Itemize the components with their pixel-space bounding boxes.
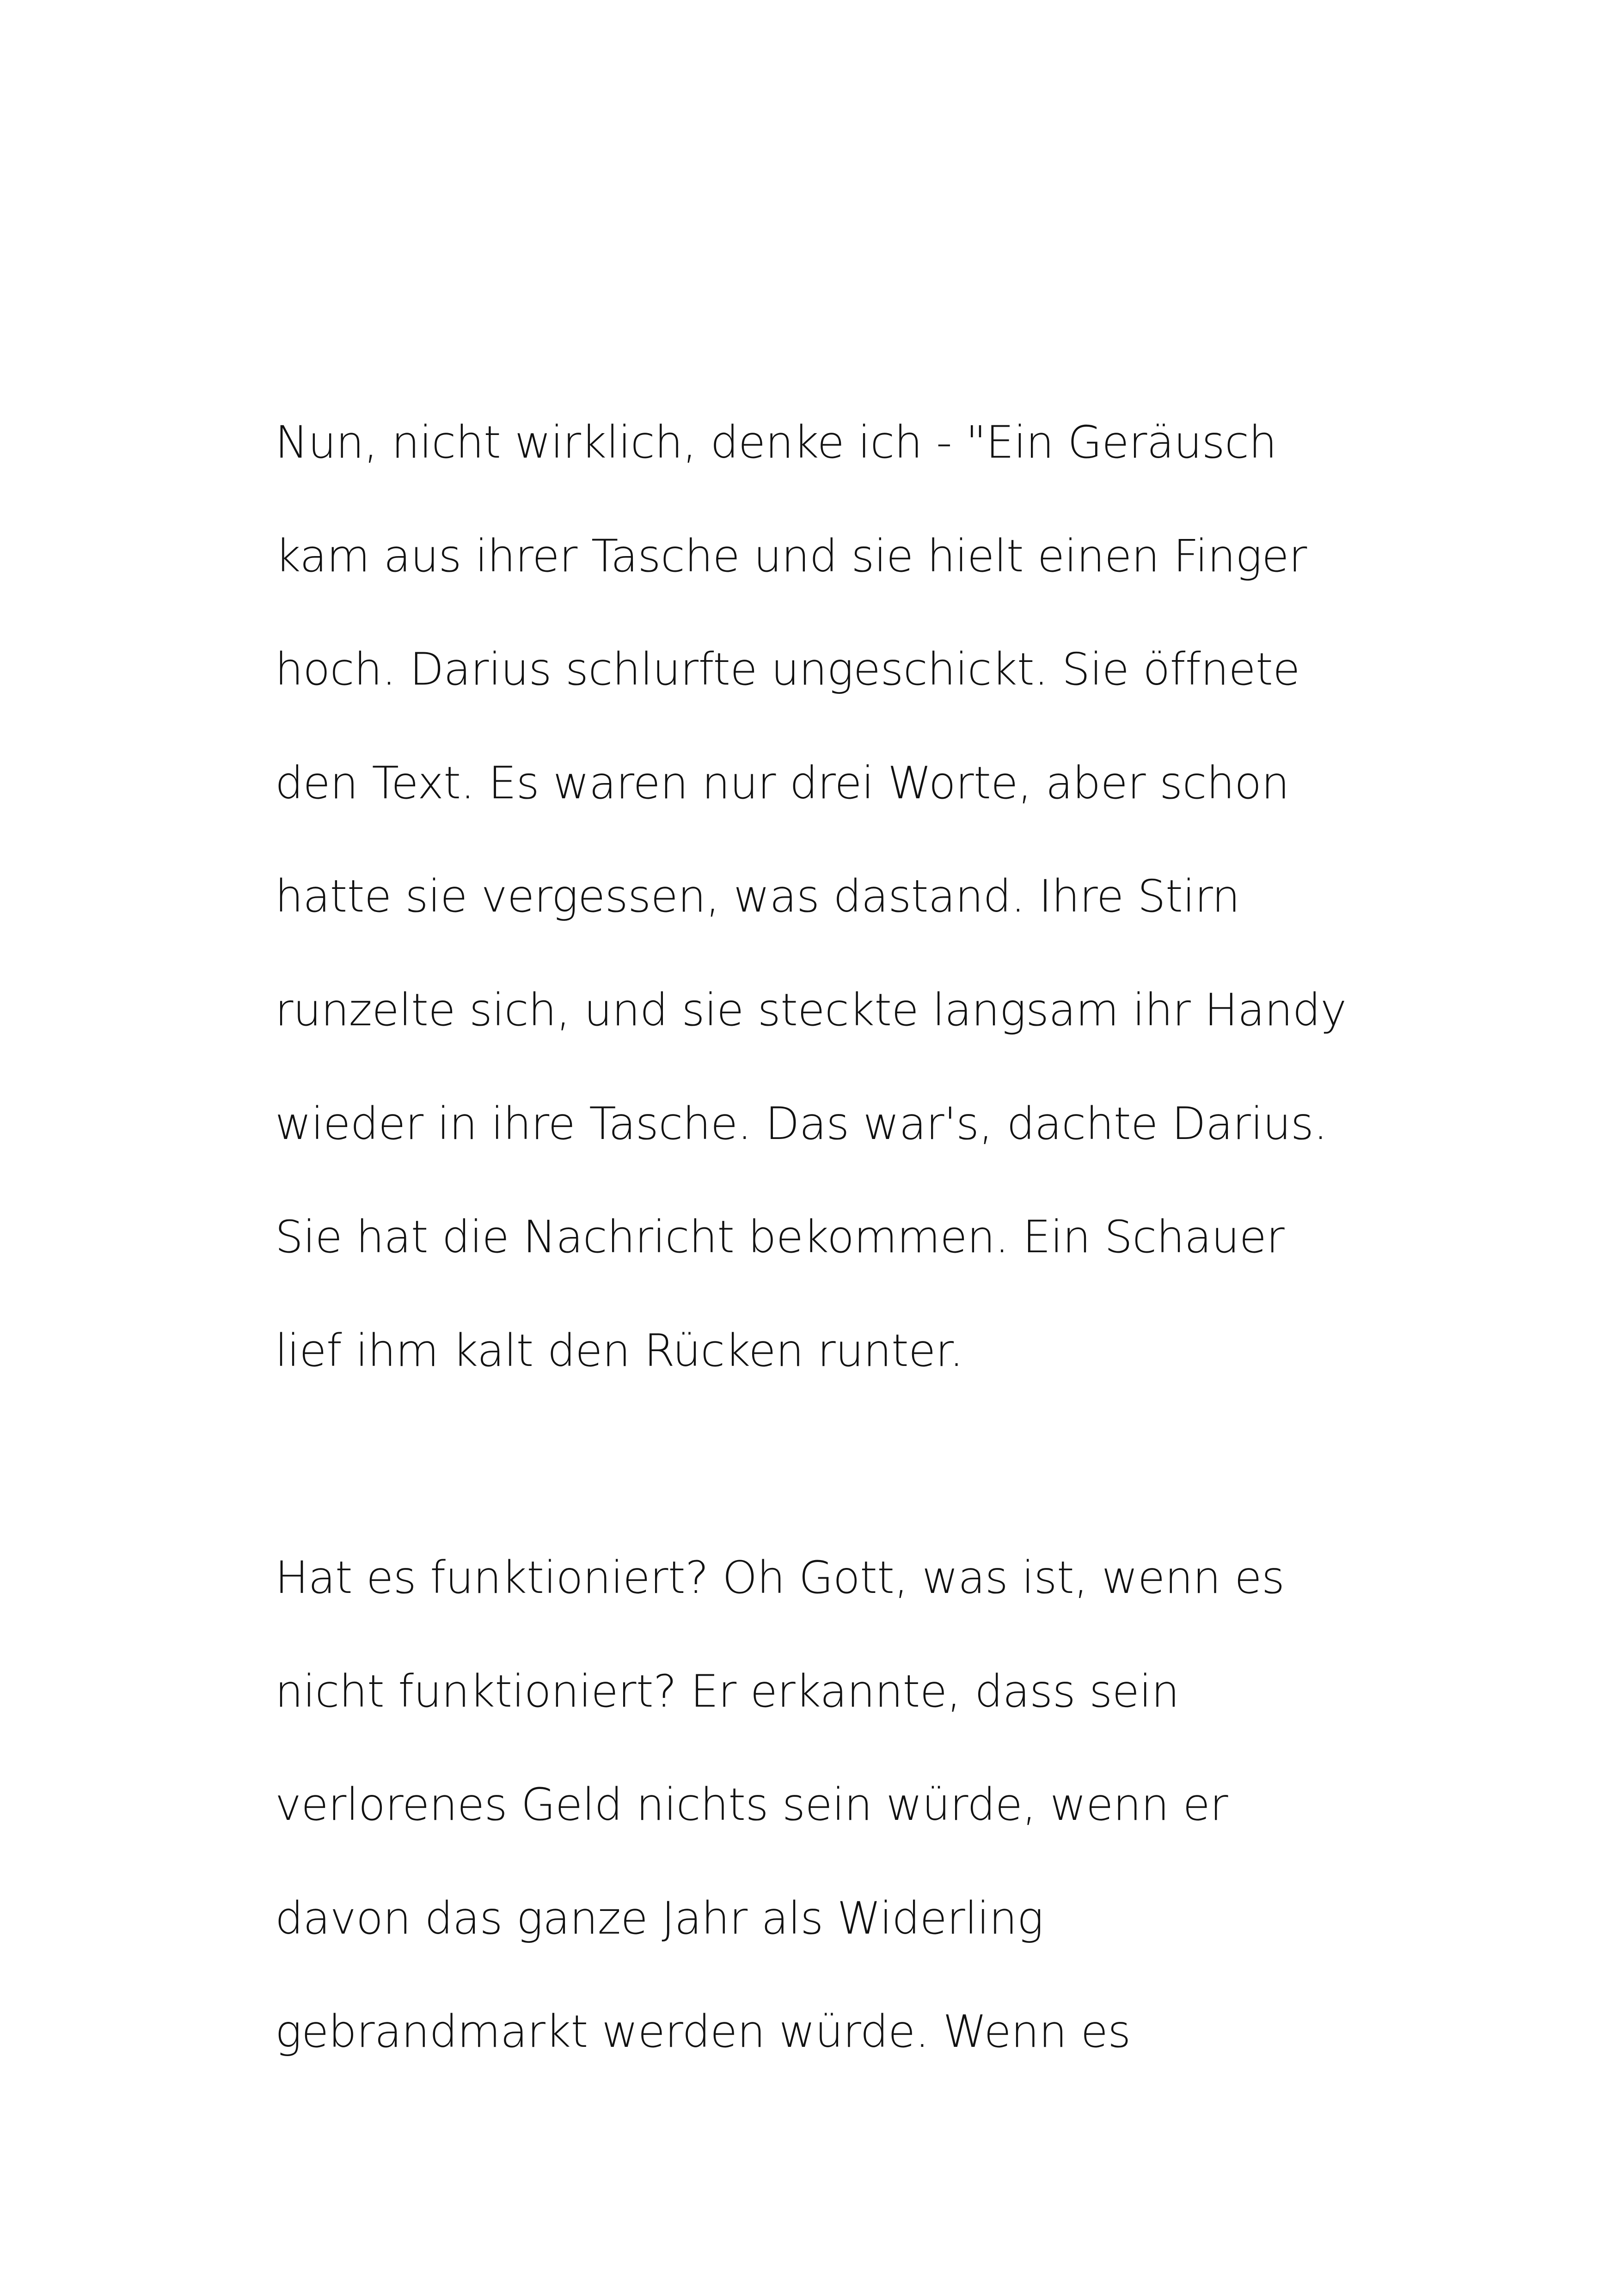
- text-line: Hat es funktioniert? Oh Gott, was ist, wenn es: [275, 1552, 1285, 1604]
- text-line: kam aus ihrer Tasche und sie hielt einen Finger: [275, 530, 1307, 582]
- text-line: den Text. Es waren nur drei Worte, aber schon: [275, 757, 1289, 809]
- paragraph: [275, 386, 1431, 1408]
- text-line: Nun, nicht wirklich, denke ich - "Ein Geräusch: [275, 416, 1277, 468]
- text-line: hoch. Darius schlurfte ungeschickt. Sie öffnete: [275, 643, 1300, 696]
- text-line: hatte sie vergessen, was dastand. Ihre Stirn: [275, 870, 1240, 923]
- text-line: lief ihm kalt den Rücken runter.: [275, 1324, 963, 1377]
- text-line: Sie hat die Nachricht bekommen. Ein Schauer: [275, 1211, 1285, 1263]
- text-line: verlorenes Geld nichts sein würde, wenn er: [275, 1779, 1228, 1831]
- text-line: wieder in ihre Tasche. Das war's, dachte Darius.: [275, 1097, 1328, 1150]
- text-line: davon das ganze Jahr als Widerling: [275, 1892, 1043, 1944]
- text-line: gebrandmarkt werden würde. Wenn es: [275, 2006, 1131, 2058]
- text-line: nicht funktioniert? Er erkannte, dass sein: [275, 1665, 1179, 1717]
- paragraph: [275, 1521, 1431, 2089]
- text-line: runzelte sich, und sie steckte langsam ihr Handy: [275, 984, 1347, 1036]
